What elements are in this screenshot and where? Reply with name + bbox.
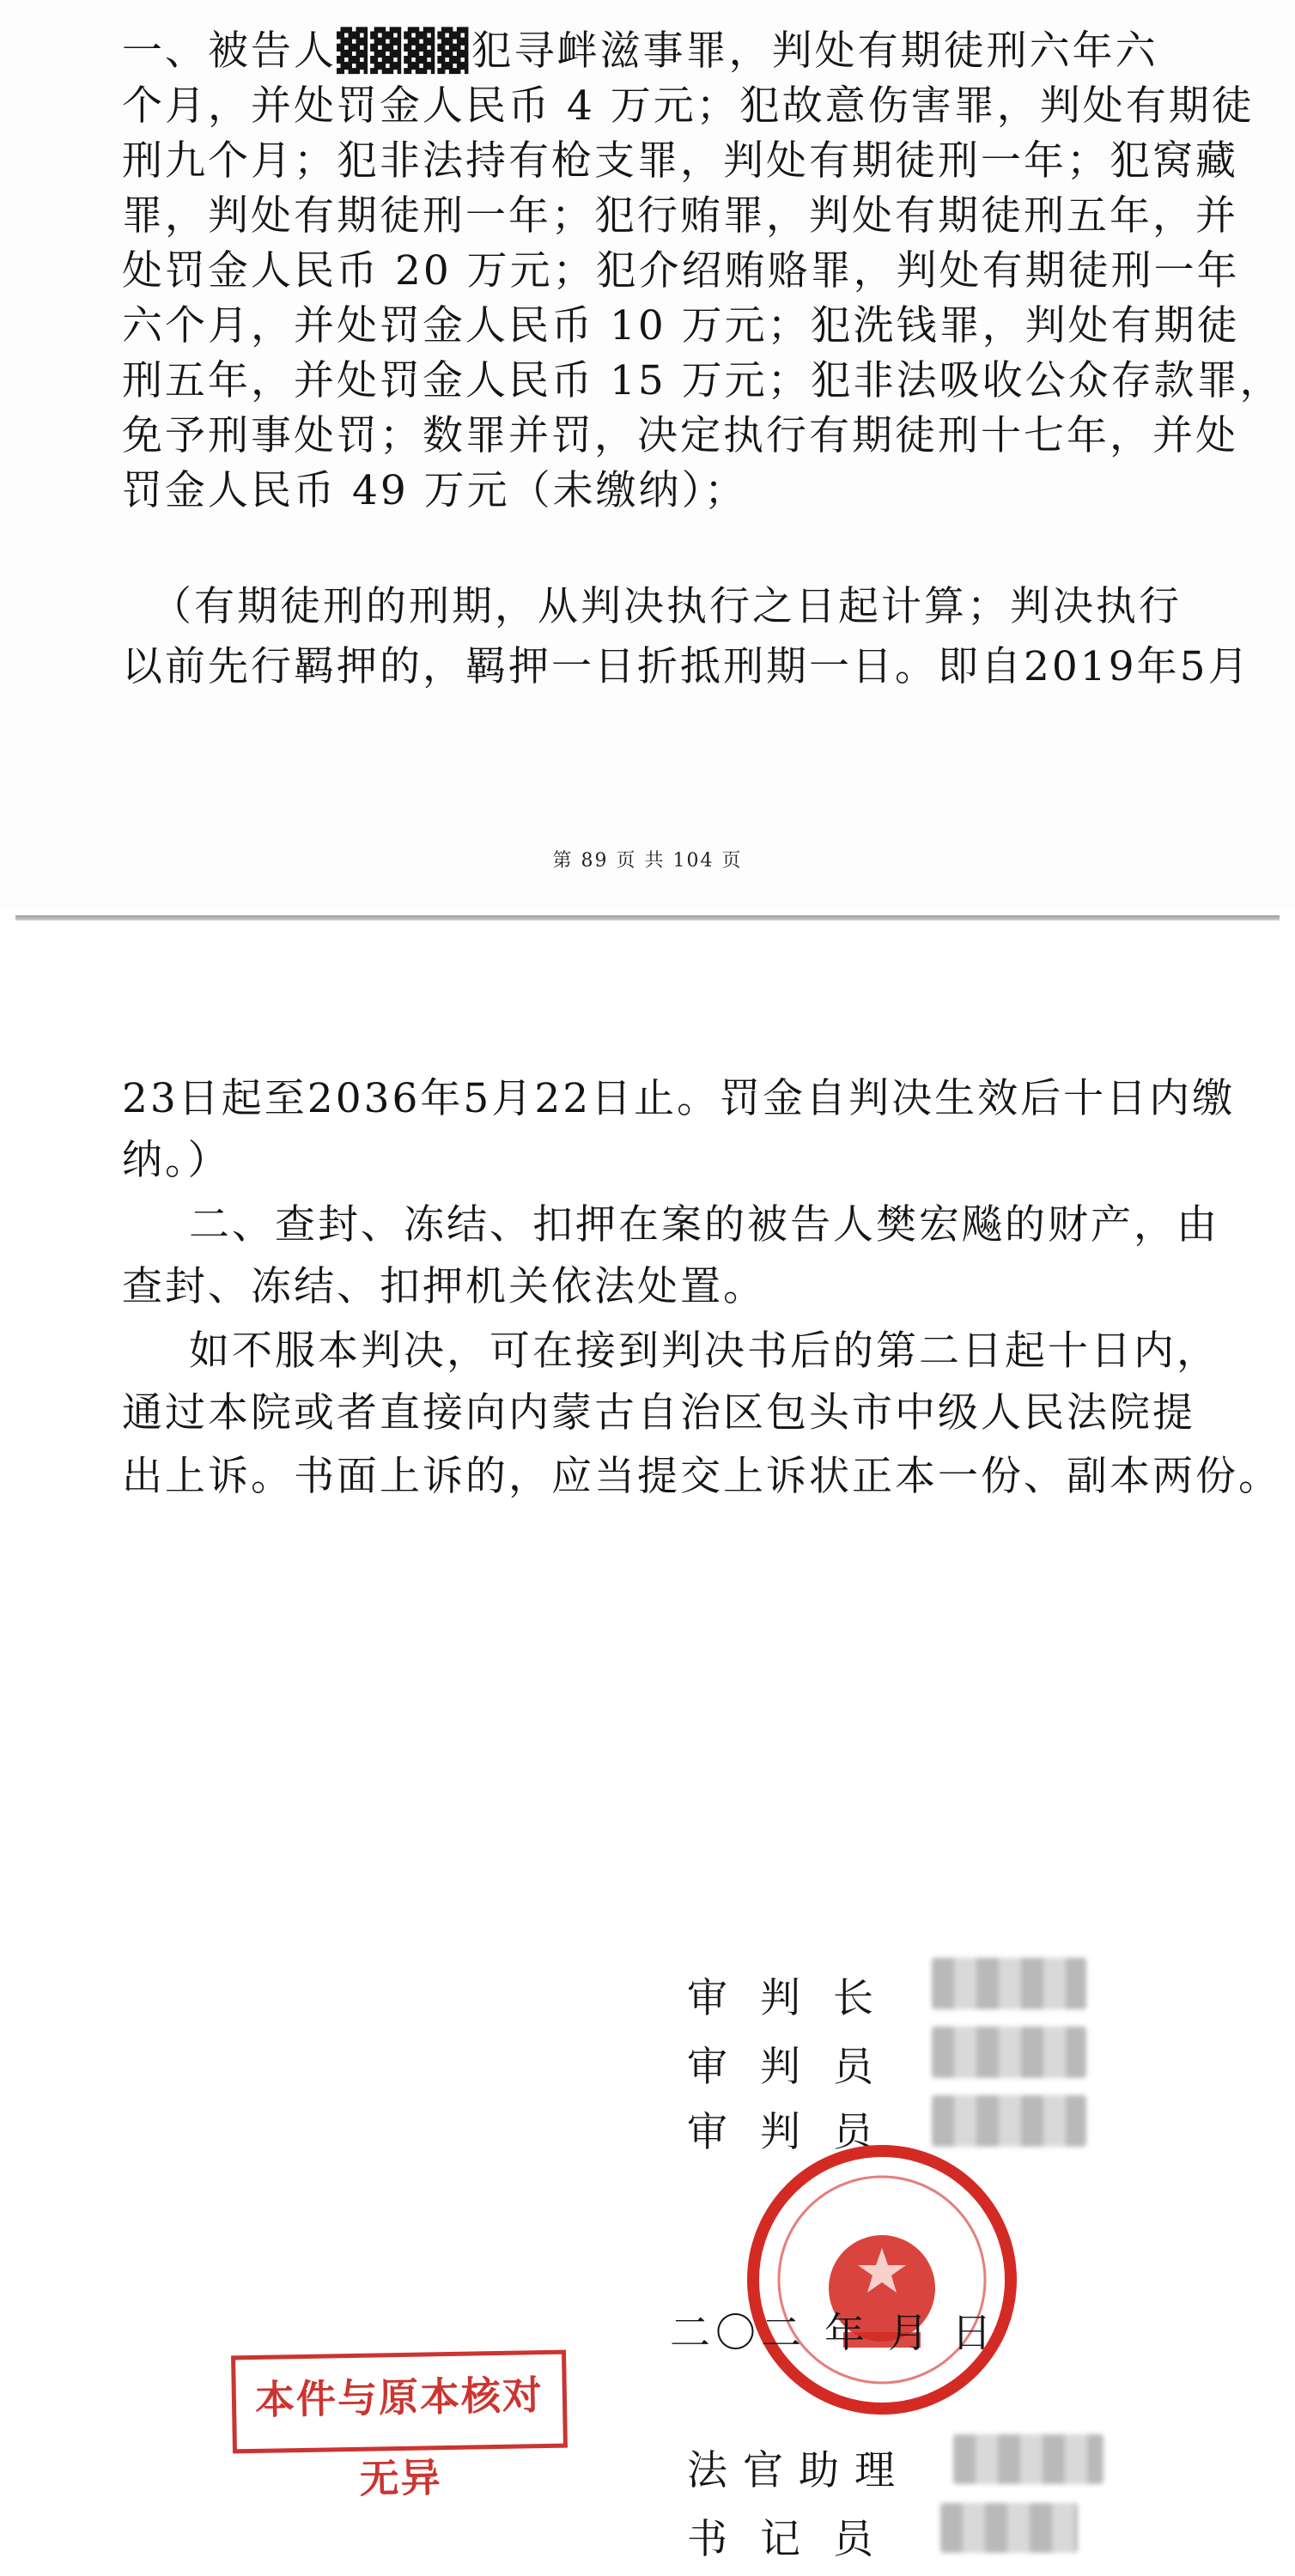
- signature-label-chief-judge: 审判长: [687, 1975, 906, 2022]
- page-divider: [15, 915, 1280, 920]
- signature-label-judge-assistant: 法官助理: [687, 2447, 910, 2494]
- text-line: 23日起至2036年5月22日止。罚金自判决生效后十日内缴: [122, 1075, 1236, 1122]
- text-line: 免予刑事处罚；数罪并罚，决定执行有期徒刑十七年，并处: [122, 412, 1238, 459]
- text-line: 通过本院或者直接向内蒙古自治区包头市中级人民法院提: [122, 1389, 1195, 1437]
- text-line: 处罚金人民币 20 万元；犯介绍贿赂罪，判处有期徒刑一年: [122, 247, 1240, 295]
- page-number-footer: 第 89 页 共 104 页: [552, 850, 743, 872]
- text-line: 二、查封、冻结、扣押在案的被告人樊宏飚的财产，由: [189, 1201, 1219, 1249]
- text-line: 纳。）: [122, 1137, 231, 1184]
- text-line: 刑五年，并处罚金人民币 15 万元；犯非法吸收公众存款罪，: [122, 357, 1283, 404]
- redacted-name: [932, 2026, 1086, 2078]
- court-seal-stamp: [740, 2138, 1024, 2421]
- signature-label-judge: 审判员: [687, 2109, 906, 2156]
- redacted-name: [940, 2503, 1078, 2553]
- text-line: 六个月，并处罚金人民币 10 万元；犯洗钱罪，判处有期徒: [122, 302, 1240, 349]
- signature-label-clerk: 书记员: [687, 2516, 906, 2563]
- text-line: 出上诉。书面上诉的，应当提交上诉状正本一份、副本两份。: [122, 1453, 1281, 1500]
- verification-stamp: 本件与原本核对无异: [231, 2350, 568, 2454]
- text-line: 一、被告人▓▓▓▓犯寻衅滋事罪，判处有期徒刑六年六: [122, 27, 1158, 75]
- text-line: 刑九个月；犯非法持有枪支罪，判处有期徒刑一年；犯窝藏: [122, 137, 1238, 185]
- text-line: 以前先行羁押的，羁押一日折抵刑期一日。即自2019年5月: [122, 643, 1251, 690]
- text-line: 个月，并处罚金人民币 4 万元；犯故意伤害罪，判处有期徒: [122, 82, 1255, 130]
- redacted-name: [932, 1958, 1086, 2009]
- text-line: 如不服本判决，可在接到判决书后的第二日起十日内，: [189, 1327, 1219, 1375]
- redacted-name: [953, 2434, 1103, 2484]
- text-line: 罪，判处有期徒刑一年；犯行贿罪，判处有期徒刑五年，并: [122, 192, 1238, 240]
- document-page-1: [0, 0, 1295, 910]
- text-line: 罚金人民币 49 万元（未缴纳）；: [122, 467, 748, 514]
- judgment-date: 二〇二 年 月 日: [670, 2310, 997, 2357]
- text-line: 查封、冻结、扣押机关依法处置。: [122, 1263, 766, 1310]
- signature-label-judge: 审判员: [687, 2044, 906, 2091]
- text-line: （有期徒刑的刑期，从判决执行之日起计算；判决执行: [151, 583, 1182, 630]
